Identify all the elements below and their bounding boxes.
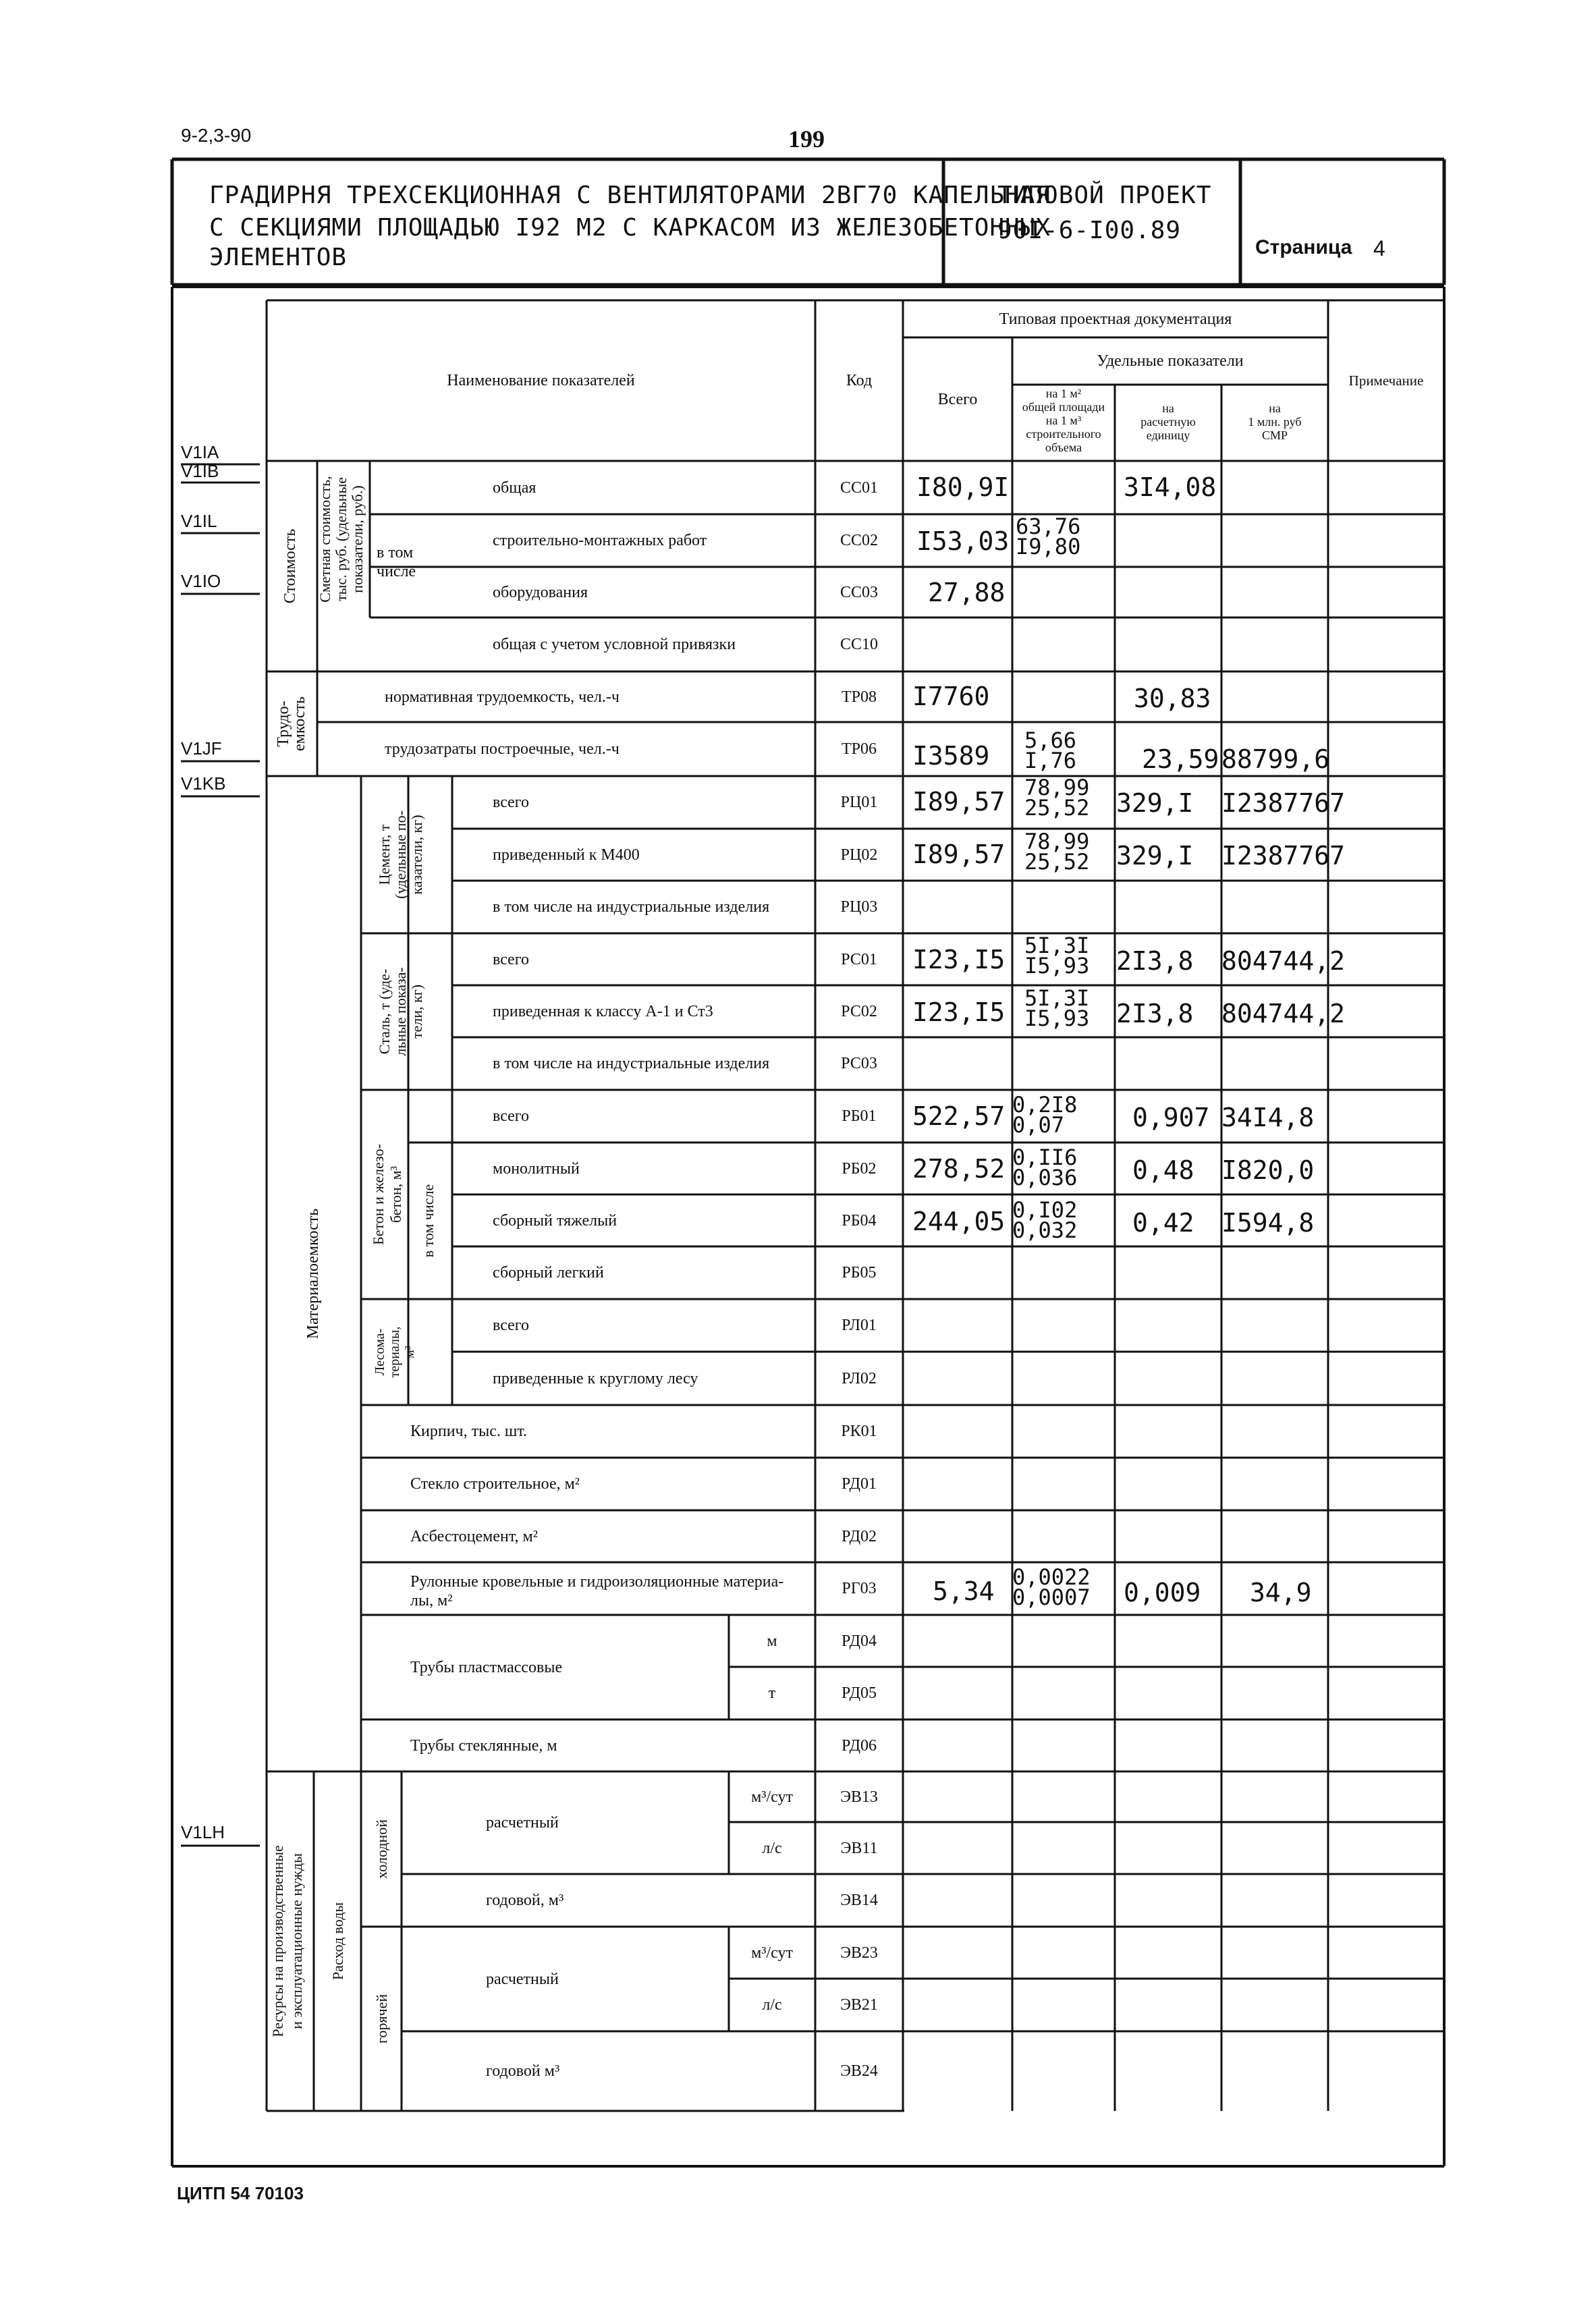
value-per-area-1: 0,II6 — [1012, 1145, 1078, 1170]
row-code: РК01 — [841, 1423, 877, 1440]
header-title-line-1: ГРАДИРНЯ ТРЕХСЕКЦИОННАЯ С ВЕНТИЛЯТОРАМИ 2ВГ70 КАПЕЛЬНАЯ — [209, 182, 1051, 209]
value-per-area-1: 5,66 — [1024, 727, 1077, 753]
row-code: ЭВ24 — [840, 2062, 878, 2080]
footer-code: ЦИТП 54 70103 — [177, 2183, 304, 2203]
col-header-total: Всего — [937, 390, 978, 408]
row-name: сборный тяжелый — [493, 1211, 617, 1230]
row-code: ЭВ23 — [840, 1944, 878, 1962]
value-total: I7760 — [912, 682, 990, 711]
per-area-line: общей площади — [1022, 400, 1105, 414]
row-code: ТР06 — [841, 740, 877, 758]
document-number: 9-2,3-90 — [181, 125, 252, 146]
per-unit-line: единицу — [1146, 429, 1190, 442]
smetnaya-line: показатели, руб.) — [349, 485, 366, 593]
row-name: приведенные к круглому лесу — [493, 1369, 698, 1387]
value-per-mln: 34,9 — [1250, 1578, 1312, 1607]
row-name: строительно-монтажных работ — [493, 532, 707, 549]
row-name: годовой, м³ — [486, 1892, 564, 1909]
row-name: в том числе на индустриальные изделия — [493, 898, 770, 916]
value-per-area-2: 25,52 — [1024, 849, 1090, 875]
per-unit-line: на — [1162, 402, 1174, 415]
row-code: ЭВ11 — [840, 1839, 878, 1857]
group-beton-v-tom-chisle: в том числе — [420, 1184, 437, 1258]
value-per-mln: I820,0 — [1221, 1155, 1315, 1185]
stal-line: тели, кг) — [408, 984, 425, 1039]
beton-line: Бетон и железо- — [370, 1144, 387, 1245]
group-rashod-vody: Расход воды — [329, 1902, 346, 1981]
value-per-area — [1016, 516, 1080, 557]
row-name: общая с учетом условной привязки — [493, 636, 736, 653]
left-mark: V1IO — [181, 571, 221, 591]
value-per-mln: 34I4,8 — [1221, 1103, 1315, 1132]
smetnaya-line: Сметная стоимость, — [317, 476, 333, 603]
value-total: I23,I5 — [912, 997, 1006, 1027]
les-line: м³ — [402, 1346, 417, 1358]
left-mark: V1IB — [181, 461, 219, 481]
value-per-unit: 0,48 — [1132, 1155, 1194, 1185]
value-per-area — [1012, 1564, 1091, 1610]
page-value: 4 — [1373, 236, 1385, 260]
trudo-line: Трудо- — [275, 700, 292, 747]
value-total: I89,57 — [912, 787, 1006, 817]
row-code: РБ05 — [842, 1264, 877, 1282]
left-mark: V1IA — [181, 442, 219, 462]
value-total: 278,52 — [912, 1154, 1006, 1184]
project-number: 90I-6-I00.89 — [997, 217, 1182, 244]
group-beton — [370, 1090, 405, 1299]
value-per-area — [1024, 829, 1090, 875]
value-per-unit: 329,I — [1116, 788, 1194, 818]
row-name: годовой м³ — [486, 2062, 560, 2080]
value-per-mln: I2387767 — [1221, 788, 1346, 818]
row-name: всего — [493, 1107, 530, 1125]
value-per-mln: I2387767 — [1221, 841, 1346, 871]
value-total: I53,03 — [916, 526, 1010, 556]
value-per-mln: I594,8 — [1221, 1208, 1315, 1238]
value-per-area-2: I,76 — [1024, 748, 1077, 773]
row-code: ЭВ13 — [840, 1788, 878, 1806]
resursy-line: Ресурсы на производственные — [269, 1845, 286, 2037]
row-name — [410, 1572, 783, 1610]
stal-line: Сталь, т (уде- — [376, 968, 393, 1055]
group-resursy — [269, 1771, 306, 2111]
value-total: I3589 — [912, 741, 990, 771]
page-label: Страница — [1255, 236, 1352, 258]
value-per-area-1: 63,76 — [1016, 514, 1081, 539]
value-per-area-1: 78,99 — [1024, 775, 1090, 800]
header-title-line-2: С СЕКЦИЯМИ ПЛОЩАДЬЮ I92 М2 С КАРКАСОМ ИЗ ЖЕЛЕЗОБЕТОННЫХ — [209, 214, 1051, 242]
per-unit-line: расчетную — [1140, 415, 1196, 429]
row-code: РД01 — [842, 1475, 877, 1493]
value-per-area-2: 0,036 — [1012, 1165, 1078, 1190]
value-per-area-2: I9,80 — [1016, 534, 1081, 559]
row-code: РС03 — [841, 1055, 877, 1072]
row-code: РД04 — [842, 1632, 877, 1650]
value-per-area-2: 0,07 — [1012, 1112, 1065, 1138]
unit-label: л/с — [762, 1996, 782, 2014]
value-total: 5,34 — [933, 1576, 995, 1606]
row-code: РЦ03 — [840, 898, 878, 916]
value-per-area-2: 25,52 — [1024, 795, 1090, 821]
value-per-area-1: 0,I02 — [1012, 1197, 1078, 1223]
cement-line: казатели, кг) — [408, 815, 425, 895]
value-total: I89,57 — [912, 840, 1006, 869]
value-per-unit: 2I3,8 — [1116, 946, 1194, 976]
value-per-area — [1024, 775, 1090, 821]
left-mark: V1LH — [181, 1822, 225, 1842]
col-header-per-area — [1012, 387, 1115, 454]
unit-label: л/с — [762, 1839, 782, 1857]
value-per-unit: 329,I — [1116, 841, 1194, 871]
row-name: всего — [493, 794, 530, 811]
col-header-note: Примечание — [1348, 372, 1424, 389]
value-per-area-1: 5I,3I — [1024, 933, 1090, 958]
group-holodnoy: холодной — [373, 1819, 390, 1879]
group-stoimost: Стоимость — [281, 528, 299, 604]
value-per-area-2: 0,032 — [1012, 1217, 1078, 1243]
cement-line: (удельные по- — [392, 810, 409, 899]
value-per-area-2: I5,93 — [1024, 953, 1090, 979]
per-area-line: строительного — [1026, 427, 1101, 441]
value-total: 244,05 — [912, 1207, 1006, 1236]
value-per-area — [1024, 933, 1090, 979]
project-label: ТИПОВОЙ ПРОЕКТ — [997, 182, 1212, 209]
row-code: РЛ02 — [842, 1369, 877, 1387]
les-line: териалы, — [387, 1326, 402, 1378]
v-tom-chisle-label — [377, 543, 416, 581]
row-name-line: лы, м² — [410, 1592, 453, 1609]
value-total: 522,57 — [912, 1101, 1006, 1131]
per-area-line: на 1 м² — [1045, 387, 1082, 400]
stal-line: льные показа- — [392, 967, 409, 1056]
row-code: РД05 — [842, 1684, 877, 1702]
per-area-line: на 1 м³ — [1045, 414, 1082, 427]
per-area-line: объема — [1045, 441, 1082, 454]
value-per-area-2: I5,93 — [1024, 1006, 1090, 1031]
group-goryachey: горячей — [373, 1993, 390, 2044]
row-name: нормативная трудоемкость, чел.-ч — [385, 688, 620, 706]
value-per-area-1: 0,2I8 — [1012, 1092, 1078, 1118]
row-code: РС02 — [841, 1002, 877, 1020]
trudo-line: емкость — [291, 696, 308, 751]
unit-label: м³/сут — [751, 1788, 793, 1806]
row-name: Кирпич, тыс. шт. — [410, 1423, 528, 1440]
value-per-area — [1024, 985, 1090, 1031]
row-name: Трубы пластмассовые — [410, 1658, 563, 1676]
value-per-unit: 2I3,8 — [1116, 999, 1194, 1028]
value-total: I23,I5 — [912, 945, 1006, 974]
row-name: расчетный — [486, 1970, 559, 1988]
row-name: всего — [493, 950, 530, 968]
group-les — [373, 1299, 417, 1405]
row-code: СС10 — [840, 636, 878, 653]
row-name: приведенный к М400 — [493, 846, 640, 864]
value-per-area-2: 0,0007 — [1012, 1585, 1091, 1610]
group-trudoemkost — [275, 671, 308, 776]
les-line: Лесома- — [373, 1328, 387, 1376]
row-code: СС01 — [840, 478, 878, 497]
value-per-unit: 23,59 — [1142, 744, 1219, 774]
group-materialoemkost: Материалоемкость — [304, 1208, 322, 1340]
per-mln-line: 1 млн. руб — [1248, 415, 1302, 429]
row-code: РБ01 — [842, 1107, 877, 1125]
resursy-line: и эксплуатационные нужды — [288, 1853, 305, 2029]
row-name: Асбестоцемент, м² — [410, 1527, 538, 1545]
col-header-per-mln — [1221, 402, 1328, 442]
unit-label: т — [768, 1684, 776, 1702]
value-per-unit: 0,42 — [1132, 1208, 1194, 1238]
row-name: оборудования — [493, 583, 588, 601]
col-header-code: Код — [846, 372, 873, 389]
value-per-area-1: 0,0022 — [1012, 1564, 1091, 1590]
row-code: РЦ02 — [840, 846, 878, 864]
row-code: РБ02 — [842, 1159, 877, 1178]
left-mark: V1IL — [181, 511, 217, 531]
value-total: 27,88 — [928, 578, 1006, 607]
row-name: Трубы стеклянные, м — [410, 1736, 557, 1755]
row-code: СС03 — [840, 583, 878, 601]
value-per-unit: 3I4,08 — [1124, 472, 1217, 502]
row-name-line: Рулонные кровельные и гидроизоляционные материа- — [410, 1573, 784, 1591]
row-code: РД06 — [842, 1736, 877, 1755]
row-code: РЛ01 — [842, 1317, 877, 1334]
row-name: расчетный — [486, 1814, 559, 1832]
row-name: трудозатраты построечные, чел.-ч — [385, 740, 620, 758]
row-code: РБ04 — [842, 1211, 877, 1230]
value-per-area — [1024, 727, 1077, 773]
value-per-mln: 804744,2 — [1221, 999, 1346, 1028]
row-name: общая — [493, 478, 536, 497]
value-per-area — [1012, 1092, 1078, 1138]
row-code: ТР08 — [841, 688, 877, 706]
row-name: монолитный — [493, 1159, 580, 1178]
value-per-unit: 0,009 — [1124, 1578, 1201, 1607]
smetnaya-line: тыс. руб. (удельные — [333, 477, 350, 602]
row-code: РЦ01 — [840, 794, 878, 811]
group-cement — [377, 776, 425, 933]
left-mark: V1KB — [181, 773, 226, 794]
left-mark: V1JF — [181, 738, 222, 759]
value-per-mln: 88799,6 — [1221, 744, 1330, 774]
per-mln-line: СМР — [1261, 429, 1288, 442]
v-tom-line: числе — [377, 563, 416, 580]
value-per-mln: 804744,2 — [1221, 946, 1346, 976]
value-per-area-1: 78,99 — [1024, 829, 1090, 854]
value-per-unit: 0,907 — [1132, 1103, 1210, 1132]
beton-line: бетон, м³ — [387, 1165, 404, 1223]
value-per-area-1: 5I,3I — [1024, 985, 1090, 1011]
row-code: РС01 — [841, 950, 877, 968]
row-name: Стекло строительное, м² — [410, 1475, 580, 1493]
row-name: в том числе на индустриальные изделия — [493, 1055, 770, 1072]
row-name: всего — [493, 1317, 530, 1334]
row-code: ЭВ14 — [840, 1892, 878, 1909]
row-code: РД02 — [842, 1527, 877, 1545]
row-code: СС02 — [840, 532, 878, 549]
value-per-area — [1012, 1197, 1078, 1243]
page-number: 199 — [788, 126, 825, 153]
row-code: ЭВ21 — [840, 1996, 878, 2014]
col-header-per-unit — [1115, 402, 1221, 442]
per-mln-line: на — [1269, 402, 1281, 415]
col-header-specific: Удельные показатели — [1097, 352, 1244, 370]
row-name: приведенная к классу А-1 и Ст3 — [493, 1002, 713, 1020]
col-header-doc: Типовая проектная документация — [999, 310, 1232, 328]
group-stal — [377, 933, 425, 1090]
cement-line: Цемент, т — [376, 824, 393, 885]
row-code: РГ03 — [842, 1580, 877, 1597]
col-header-name: Наименование показателей — [447, 372, 635, 389]
unit-label: м³/сут — [751, 1944, 793, 1962]
unit-label: м — [767, 1632, 777, 1650]
header-title-line-3: ЭЛЕМЕНТОВ — [209, 244, 348, 271]
group-smetnaya — [317, 461, 366, 617]
value-per-area — [1012, 1147, 1077, 1188]
value-per-unit: 30,83 — [1134, 684, 1211, 713]
value-total: I80,9I — [916, 472, 1010, 502]
v-tom-line: в том — [377, 544, 414, 561]
row-name: сборный легкий — [493, 1264, 604, 1282]
